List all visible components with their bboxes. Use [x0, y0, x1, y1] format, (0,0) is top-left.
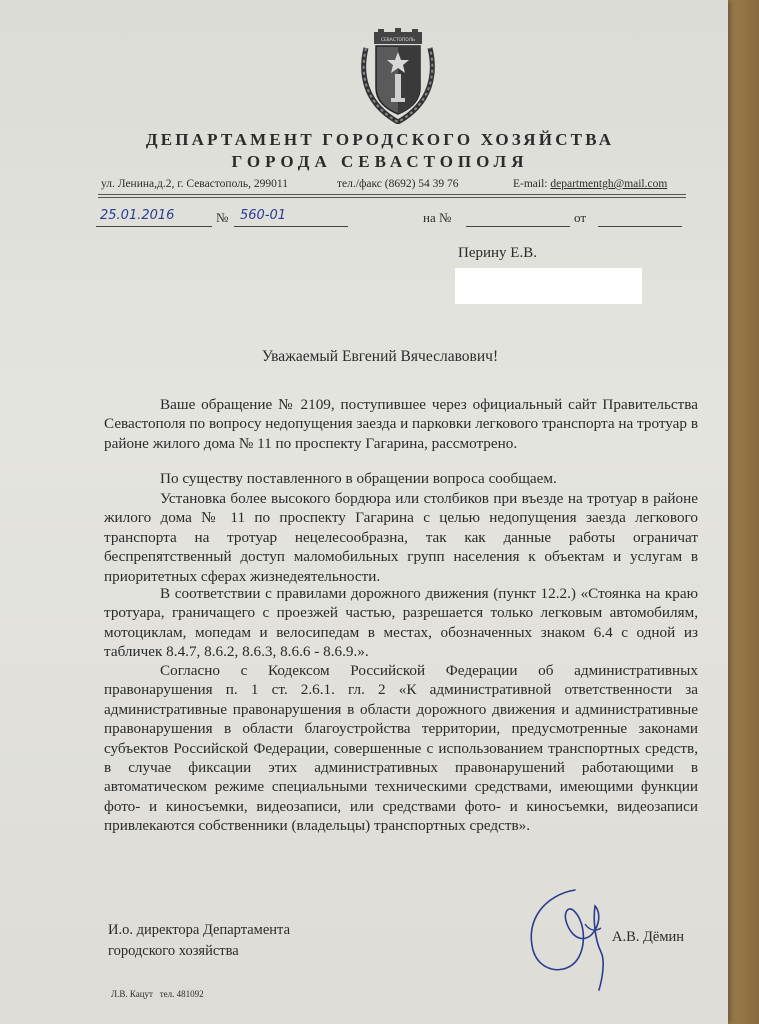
department-email: [513, 178, 667, 190]
signatory-position: [108, 920, 290, 962]
crest-text: СЕВАСТОПОЛЬ: [380, 38, 416, 43]
paragraph-1: Ваше обращение № 2109, поступившее через официальный сайт Правительства Севастополя по вопросу недопущения заезда и парковки легкового транспорта на тротуар в районе жилого дома № 11 по проспекту Гагарина, рассмотрено.: [104, 396, 698, 452]
handwritten-signature-icon: [515, 880, 625, 1000]
email-address: departmentgh@mail.com: [550, 178, 668, 190]
executor-info: [111, 989, 204, 999]
redacted-address: [455, 268, 642, 304]
department-title: ДЕПАРТАМЕНТ ГОРОДСКОГО ХОЗЯЙСТВА: [145, 130, 615, 149]
department-phone: тел./факс (8692) 54 39 76: [337, 178, 459, 190]
sevastopol-coat-of-arms-icon: [358, 28, 438, 124]
paragraph-5: Согласно с Кодексом Российской Федерации об административных правонарушения п. 1 ст. 2.6.1. гл. 2 «К административной ответственности за административные правонарушения в области дорожного движения и административные правонарушения в области благоустройства территории, предусмотренные законами субъектов Российской Федерации, совершенные с использованием транспортных средств, в случае фиксации этих административных правонарушений работающими в автоматическом режиме специальными техническими средствами, имеющими функции фото- и киносъемки, видеозаписи, или средствами фото- и киносъемки, видеозаписи привлекаются собственники (владельцы) транспортных средств».: [104, 662, 698, 835]
letter-number-label: №: [216, 210, 229, 225]
incoming-number-label: на №: [423, 210, 452, 225]
letter-number: 560-01: [240, 208, 287, 223]
date-underline: [96, 226, 212, 227]
addressee-name: Перину Е.В.: [458, 245, 537, 261]
executor-name: Л.В. Кацут: [111, 989, 153, 999]
paragraph-3: Установка более высокого бордюра или столбиков при въезде на тротуар в районе жилого дома № 11 по проспекту Гагарина с целью недопущения заезда легкового транспорта на тротуар нецелесообразна, так как данные работы ограничат беспрепятственный доступ маломобильных групп населения к объектам и услугам в приоритетных сферах жизнедеятельности.: [104, 490, 698, 585]
department-city: ГОРОДА СЕВАСТОПОЛЯ: [231, 152, 529, 171]
header-divider-second: [98, 197, 686, 198]
signatory-position-line1: И.о. директора Департамента: [108, 922, 291, 938]
incoming-date-label: от: [574, 210, 587, 225]
letter-date: 25.01.2016: [100, 208, 175, 223]
incoming-date-underline: [598, 226, 682, 227]
executor-phone: тел. 481092: [159, 989, 204, 999]
signatory-position-line2: городского хозяйства: [108, 943, 239, 959]
header-divider: [98, 194, 686, 195]
paragraph-4: В соответствии с правилами дорожного движения (пункт 12.2.) «Стоянка на краю тротуара, граничащего с проезжей частью, разрешается только легковым автомобилям, мотоциклам, мопедам и велосипедам в местах, обозначенных знаком 6.4 с одной из табличек 8.4.7, 8.6.2, 8.6.3, 8.6.6 - 8.6.9.».: [104, 585, 698, 661]
paragraph-2: По существу поставленного в обращении вопроса сообщаем.: [160, 470, 557, 487]
incoming-number-underline: [466, 226, 570, 227]
email-label: E-mail:: [513, 178, 548, 190]
signatory-name: А.В. Дёмин: [612, 929, 685, 945]
number-underline: [234, 226, 348, 227]
greeting: Уважаемый Евгений Вячеславович!: [261, 348, 499, 365]
department-address: ул. Ленина,д.2, г. Севастополь, 299011: [101, 178, 288, 190]
